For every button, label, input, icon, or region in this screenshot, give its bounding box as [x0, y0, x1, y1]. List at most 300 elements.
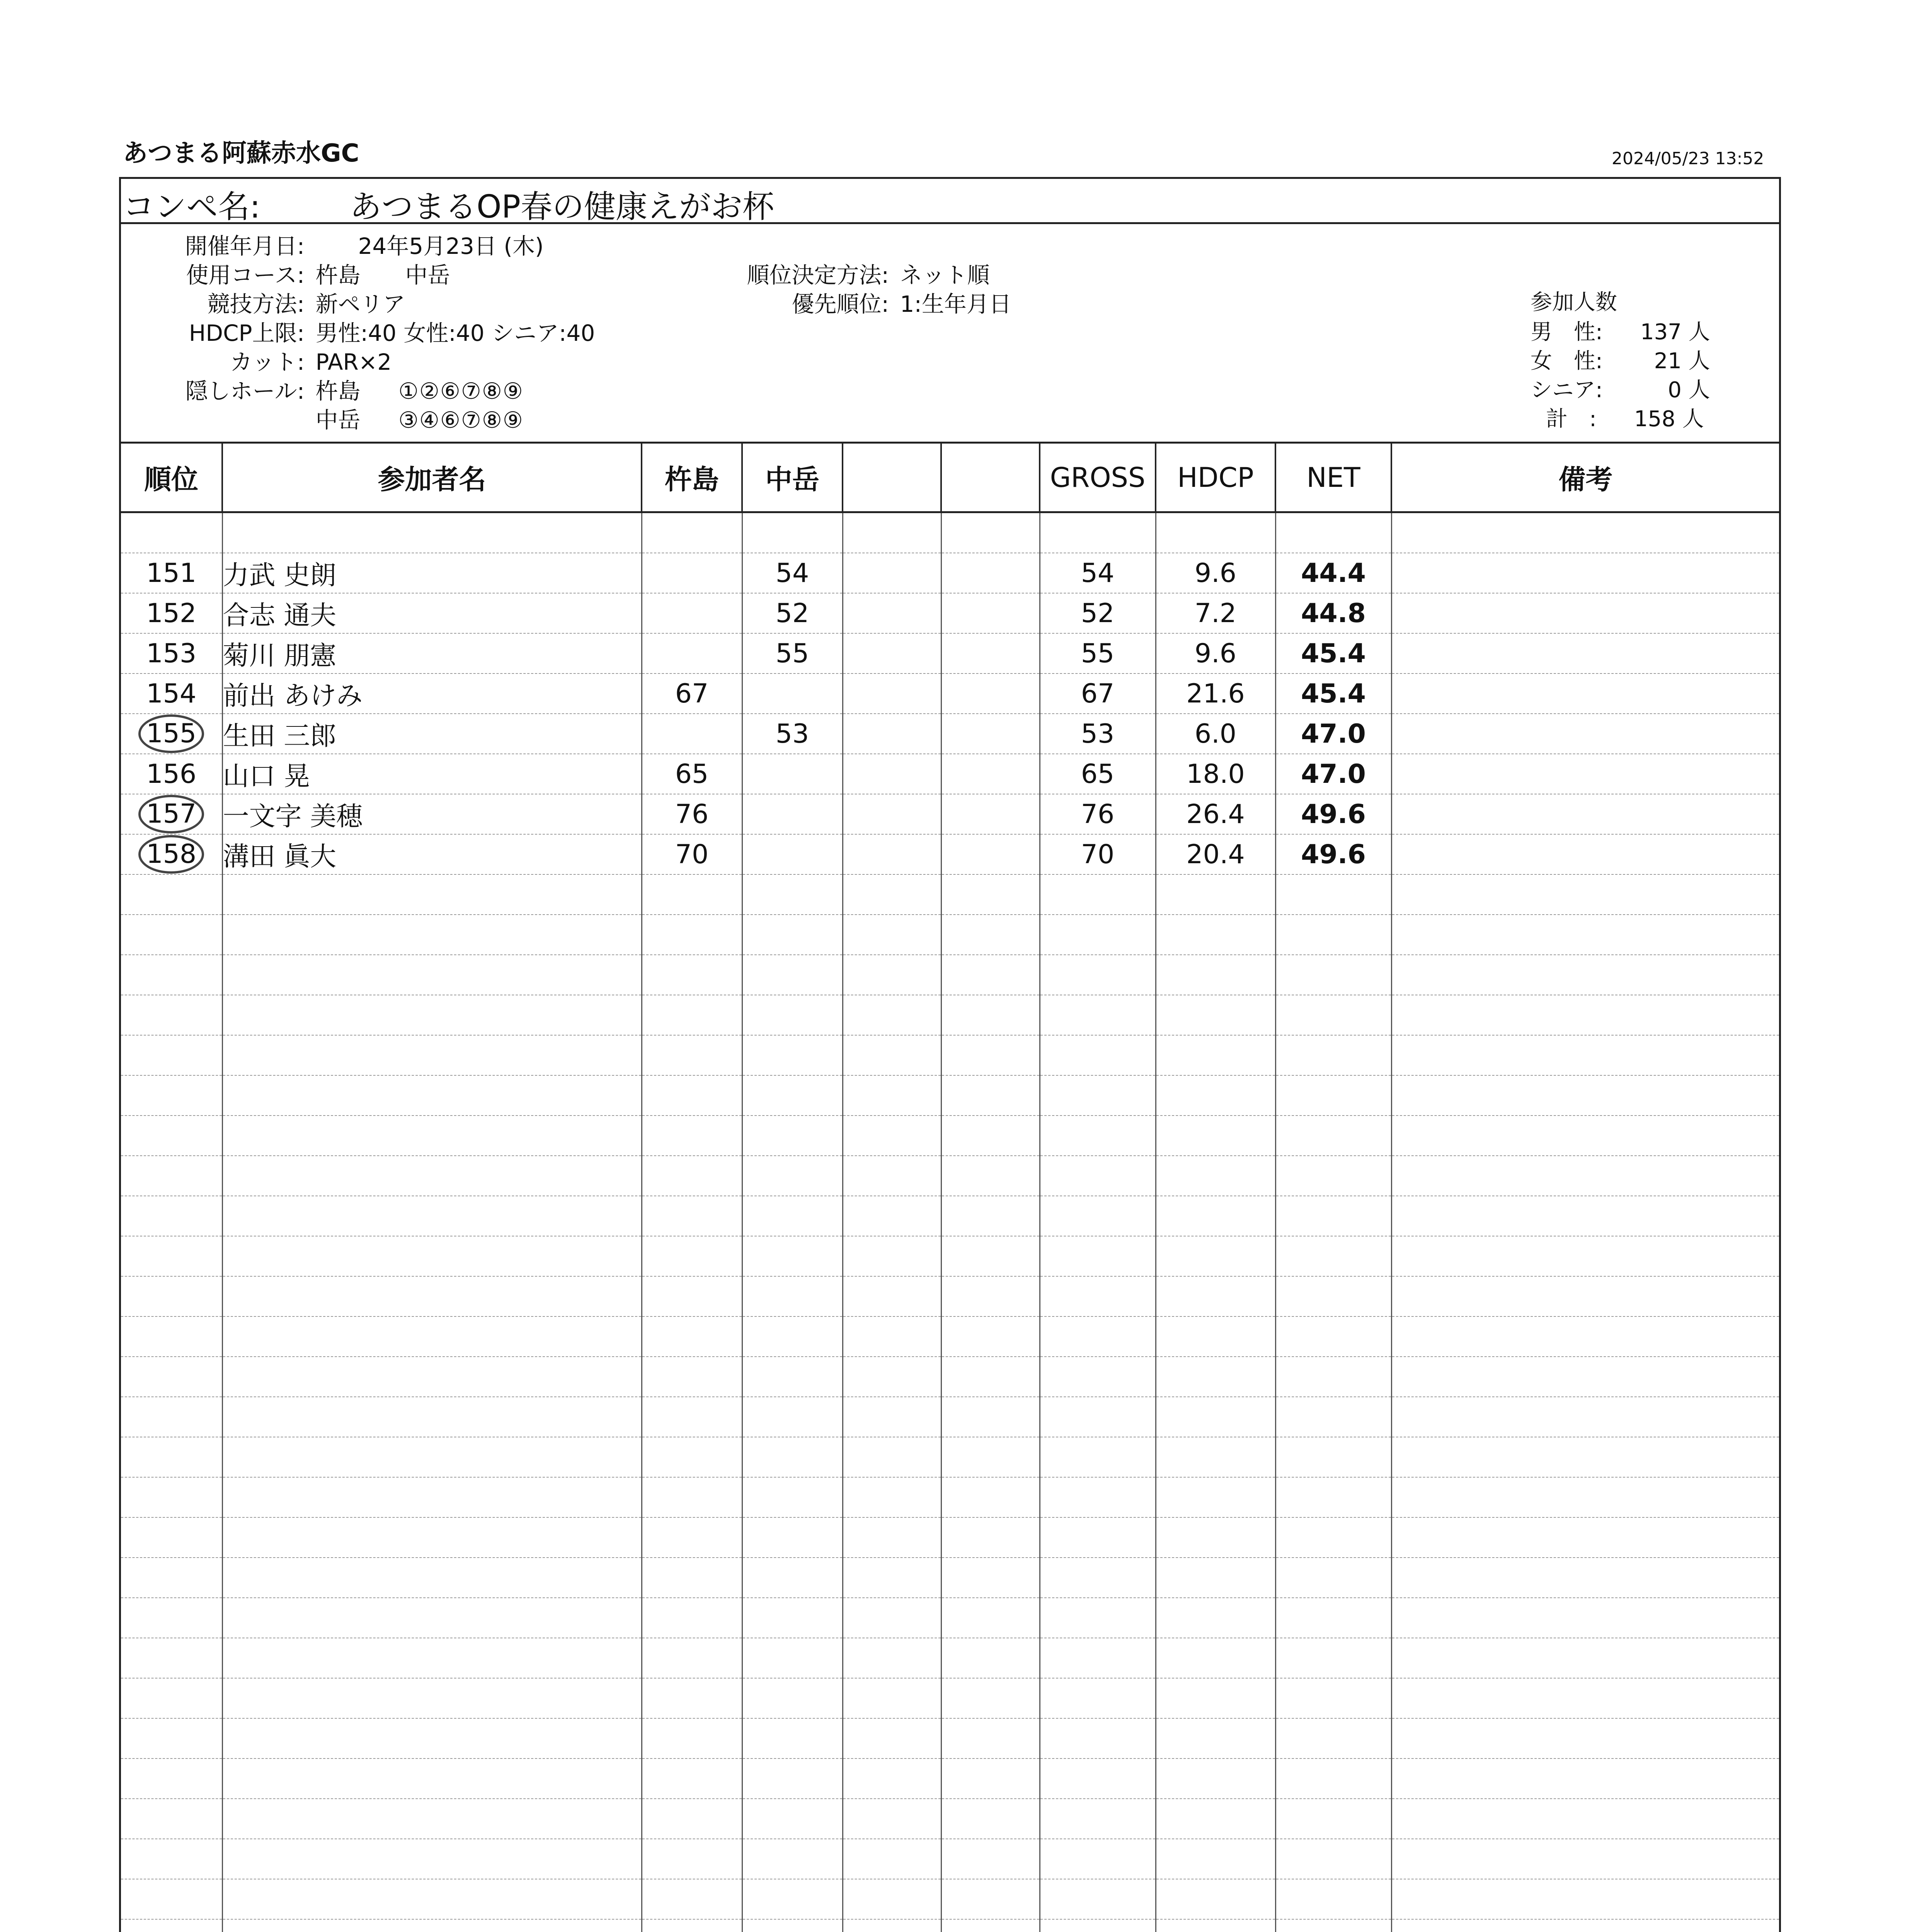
kishima-cell [642, 874, 742, 915]
kishima-cell [642, 553, 742, 593]
remarks-cell [1391, 633, 1779, 673]
name-cell [222, 1035, 642, 1075]
hidden-course1: 杵島 [315, 378, 361, 404]
rank-cell [121, 1718, 222, 1759]
name-cell [222, 1357, 642, 1397]
gross-cell: 70 [1040, 834, 1156, 874]
gross-cell [1040, 1517, 1156, 1558]
blank-cell [941, 1839, 1040, 1879]
nakadake-cell [742, 915, 843, 955]
remarks-cell [1391, 1116, 1779, 1156]
hdcp-limit-value: 男性:40 女性:40 シニア:40 [315, 320, 595, 346]
rank-cell [121, 1316, 222, 1357]
name-cell [222, 1196, 642, 1236]
hdcp-cell [1156, 1196, 1275, 1236]
remarks-cell [1391, 1156, 1779, 1196]
net-cell: 45.4 [1275, 633, 1391, 673]
blank-cell [843, 1156, 941, 1196]
name-cell: 菊川 朋憲 [222, 633, 642, 673]
blank-cell [843, 1437, 941, 1477]
kishima-cell [642, 1799, 742, 1839]
remarks-cell [1391, 1919, 1779, 1932]
blank-cell [941, 1035, 1040, 1075]
kishima-cell [642, 1357, 742, 1397]
net-cell [1275, 1357, 1391, 1397]
net-cell [1275, 874, 1391, 915]
competition-name: あつまるOP春の健康えがお杯 [350, 189, 774, 225]
kishima-cell [642, 1759, 742, 1799]
rank-cell [121, 1035, 222, 1075]
blank-cell [941, 633, 1040, 673]
table-row [121, 1075, 1779, 1116]
hdcp-cell [1156, 1035, 1275, 1075]
rank-cell [121, 834, 222, 874]
rank-cell [121, 955, 222, 995]
name-cell [222, 1276, 642, 1316]
kishima-cell [642, 1718, 742, 1759]
blank-cell [843, 593, 941, 633]
remarks-cell [1391, 1357, 1779, 1397]
blank-cell [843, 955, 941, 995]
remarks-cell [1391, 1075, 1779, 1116]
remarks-cell [1391, 754, 1779, 794]
header-net: NET [1275, 444, 1391, 512]
blank-cell [941, 1718, 1040, 1759]
header-blank-1 [843, 444, 941, 512]
net-cell [1275, 1196, 1391, 1236]
remarks-cell [1391, 553, 1779, 593]
priority-label: 優先順位: [792, 291, 889, 317]
net-cell [1275, 1397, 1391, 1437]
hdcp-cell [1156, 1598, 1275, 1638]
nakadake-cell [742, 1759, 843, 1799]
name-cell: 前出 あけみ [222, 673, 642, 714]
blank-cell [941, 593, 1040, 633]
name-cell [222, 1075, 642, 1116]
gross-cell: 52 [1040, 593, 1156, 633]
nakadake-cell: 52 [742, 593, 843, 633]
rank-cell [121, 1558, 222, 1598]
table-row [121, 1718, 1779, 1759]
net-cell [1275, 1839, 1391, 1879]
nakadake-cell [742, 1919, 843, 1932]
rank-cell [121, 1759, 222, 1799]
name-cell [222, 1116, 642, 1156]
net-cell [1275, 1276, 1391, 1316]
name-cell [222, 995, 642, 1035]
kishima-cell [642, 1919, 742, 1932]
rank-cell [121, 1156, 222, 1196]
blank-cell [941, 955, 1040, 995]
cut-label: カット: [230, 349, 305, 375]
hdcp-cell [1156, 1075, 1275, 1116]
table-row [121, 794, 1779, 834]
nakadake-cell [742, 1638, 843, 1678]
rank-cell [121, 995, 222, 1035]
nakadake-cell [742, 874, 843, 915]
kishima-cell [642, 1196, 742, 1236]
table-row [121, 1357, 1779, 1397]
table-row [121, 714, 1779, 754]
blank-cell [941, 1196, 1040, 1236]
hdcp-cell [1156, 1759, 1275, 1799]
senior-label: シニア: [1531, 378, 1603, 403]
gross-cell [1040, 1598, 1156, 1638]
table-row [121, 995, 1779, 1035]
hdcp-cell [1156, 1638, 1275, 1678]
rank-cell [121, 1276, 222, 1316]
remarks-cell [1391, 1638, 1779, 1678]
name-cell: 山口 晃 [222, 754, 642, 794]
blank-cell [941, 1558, 1040, 1598]
gross-cell [1040, 1397, 1156, 1437]
kishima-cell [642, 1276, 742, 1316]
table-row [121, 1879, 1779, 1919]
kishima-cell [642, 1236, 742, 1276]
rank-cell [121, 1437, 222, 1477]
blank-cell [843, 1598, 941, 1638]
table-row [121, 1799, 1779, 1839]
rank-cell [121, 1196, 222, 1236]
blank-cell [941, 1236, 1040, 1276]
kishima-cell [642, 593, 742, 633]
senior-value: 0 人 [1668, 378, 1710, 403]
net-cell: 47.0 [1275, 754, 1391, 794]
blank-cell [941, 794, 1040, 834]
gross-cell [1040, 1437, 1156, 1477]
rank-cell: 156 [121, 754, 222, 794]
remarks-cell [1391, 1035, 1779, 1075]
priority-row [719, 286, 1011, 318]
blank-cell [843, 915, 941, 955]
remarks-cell [1391, 1799, 1779, 1839]
hdcp-cell [1156, 1236, 1275, 1276]
name-cell [222, 1638, 642, 1678]
table-row [121, 1678, 1779, 1718]
remarks-cell [1391, 1678, 1779, 1718]
net-cell [1275, 1316, 1391, 1357]
rank-cell [121, 1477, 222, 1517]
male-label: 男 性: [1531, 320, 1603, 345]
blank-cell [843, 794, 941, 834]
kishima-cell [642, 1598, 742, 1638]
name-cell [222, 955, 642, 995]
blank-cell [941, 915, 1040, 955]
hdcp-cell [1156, 1799, 1275, 1839]
info-date-row [123, 228, 544, 260]
hidden-holes-label: 隠しホール: [185, 378, 305, 404]
gross-cell [1040, 1839, 1156, 1879]
remarks-cell [1391, 874, 1779, 915]
header-nakadake: 中岳 [742, 444, 843, 512]
circled-rank: 155 [138, 714, 204, 753]
info-course-row [123, 257, 450, 289]
name-cell: 一文字 美穂 [222, 794, 642, 834]
blank-cell [941, 1075, 1040, 1116]
printed-timestamp: 2024/05/23 13:52 [1612, 149, 1764, 168]
nakadake-cell: 55 [742, 633, 843, 673]
net-cell [1275, 1236, 1391, 1276]
remarks-cell [1391, 1517, 1779, 1558]
blank-cell [941, 754, 1040, 794]
blank-cell [843, 633, 941, 673]
table-row [121, 915, 1779, 955]
nakadake-cell [742, 1558, 843, 1598]
blank-cell [843, 754, 941, 794]
rank-cell [121, 1919, 222, 1932]
table-row [121, 1116, 1779, 1156]
kishima-cell [642, 1879, 742, 1919]
table-row [121, 1397, 1779, 1437]
kishima-cell [642, 1316, 742, 1357]
results-table [121, 444, 1779, 1932]
hidden-holes1: ①②⑥⑦⑧⑨ [398, 378, 524, 404]
nakadake-cell [742, 794, 843, 834]
rank-cell [121, 1638, 222, 1678]
kishima-cell [642, 1558, 742, 1598]
net-cell: 49.6 [1275, 834, 1391, 874]
course-value: 杵島 中岳 [315, 262, 450, 288]
hdcp-cell [1156, 1276, 1275, 1316]
hdcp-cell: 26.4 [1156, 794, 1275, 834]
gross-cell [1040, 915, 1156, 955]
nakadake-cell [742, 1316, 843, 1357]
blank-cell [843, 673, 941, 714]
blank-cell [941, 1678, 1040, 1718]
net-cell [1275, 955, 1391, 995]
blank-cell [843, 553, 941, 593]
table-spacer [121, 512, 1779, 553]
gross-cell [1040, 1035, 1156, 1075]
rank-cell [121, 1116, 222, 1156]
table-row [121, 1517, 1779, 1558]
remarks-cell [1391, 1879, 1779, 1919]
rank-method-value: ネット順 [900, 262, 990, 288]
header-blank-2 [941, 444, 1040, 512]
kishima-cell [642, 995, 742, 1035]
rank-cell: 152 [121, 593, 222, 633]
kishima-cell [642, 1437, 742, 1477]
hdcp-cell [1156, 1558, 1275, 1598]
hdcp-cell [1156, 915, 1275, 955]
gross-cell: 67 [1040, 673, 1156, 714]
remarks-cell [1391, 834, 1779, 874]
blank-cell [843, 1316, 941, 1357]
header-rank: 順位 [121, 444, 222, 512]
nakadake-cell [742, 1397, 843, 1437]
blank-cell [941, 1156, 1040, 1196]
net-cell [1275, 1799, 1391, 1839]
count-female [1531, 344, 1710, 375]
kishima-cell: 65 [642, 754, 742, 794]
net-cell [1275, 1598, 1391, 1638]
table-row [121, 593, 1779, 633]
kishima-cell: 76 [642, 794, 742, 834]
name-cell [222, 1236, 642, 1276]
name-cell: 生田 三郎 [222, 714, 642, 754]
name-cell [222, 1397, 642, 1437]
total-value: 158 人 [1634, 406, 1704, 432]
cut-value: PAR×2 [315, 349, 392, 375]
nakadake-cell [742, 1477, 843, 1517]
net-cell [1275, 1718, 1391, 1759]
blank-cell [941, 1638, 1040, 1678]
remarks-cell [1391, 1196, 1779, 1236]
nakadake-cell [742, 1718, 843, 1759]
hdcp-cell [1156, 1879, 1275, 1919]
participants-title: 参加人数 [1531, 290, 1617, 315]
table-row [121, 1598, 1779, 1638]
rank-cell [121, 874, 222, 915]
net-cell [1275, 1075, 1391, 1116]
table-row [121, 1477, 1779, 1517]
blank-cell [941, 673, 1040, 714]
nakadake-cell [742, 1437, 843, 1477]
net-cell: 47.0 [1275, 714, 1391, 754]
info-method-row [123, 286, 405, 318]
total-label: 計 : [1546, 406, 1597, 432]
blank-cell [941, 1397, 1040, 1437]
blank-cell [843, 1477, 941, 1517]
net-cell [1275, 1879, 1391, 1919]
blank-cell [843, 995, 941, 1035]
hdcp-cell: 20.4 [1156, 834, 1275, 874]
net-cell [1275, 1638, 1391, 1678]
remarks-cell [1391, 1759, 1779, 1799]
nakadake-cell [742, 834, 843, 874]
gross-cell [1040, 1919, 1156, 1932]
table-row [121, 754, 1779, 794]
table-row [121, 1437, 1779, 1477]
name-cell [222, 915, 642, 955]
blank-cell [843, 1075, 941, 1116]
header-name: 参加者名 [222, 444, 642, 512]
rank-cell: 154 [121, 673, 222, 714]
nakadake-cell [742, 1839, 843, 1879]
nakadake-cell [742, 1276, 843, 1316]
gross-cell: 54 [1040, 553, 1156, 593]
header-gross: GROSS [1040, 444, 1156, 512]
gross-cell [1040, 1316, 1156, 1357]
hdcp-cell [1156, 874, 1275, 915]
table-row [121, 553, 1779, 593]
blank-cell [843, 1759, 941, 1799]
table-row [121, 1156, 1779, 1196]
table-row [121, 1035, 1779, 1075]
kishima-cell [642, 714, 742, 754]
blank-cell [843, 834, 941, 874]
table-row [121, 673, 1779, 714]
net-cell [1275, 1477, 1391, 1517]
remarks-cell [1391, 1477, 1779, 1517]
table-row [121, 1316, 1779, 1357]
remarks-cell [1391, 794, 1779, 834]
name-cell [222, 1156, 642, 1196]
rank-cell [121, 1598, 222, 1638]
name-cell [222, 1919, 642, 1932]
blank-cell [941, 1598, 1040, 1638]
name-cell [222, 1718, 642, 1759]
remarks-cell [1391, 955, 1779, 995]
blank-cell [843, 1357, 941, 1397]
net-cell: 44.8 [1275, 593, 1391, 633]
hdcp-cell [1156, 1919, 1275, 1932]
female-label: 女 性: [1531, 349, 1603, 374]
name-cell [222, 874, 642, 915]
nakadake-cell [742, 1236, 843, 1276]
blank-cell [941, 1437, 1040, 1477]
kishima-cell [642, 1638, 742, 1678]
info-hidden-row1 [123, 373, 524, 405]
gross-cell [1040, 1638, 1156, 1678]
hdcp-cell [1156, 1116, 1275, 1156]
hdcp-cell: 21.6 [1156, 673, 1275, 714]
gross-cell [1040, 1759, 1156, 1799]
blank-cell [843, 1276, 941, 1316]
nakadake-cell [742, 1517, 843, 1558]
info-cut-row [123, 344, 392, 376]
table-row [121, 1839, 1779, 1879]
rank-method-label: 順位決定方法: [747, 262, 889, 288]
rank-cell [121, 1517, 222, 1558]
remarks-cell [1391, 714, 1779, 754]
nakadake-cell: 53 [742, 714, 843, 754]
blank-cell [843, 1397, 941, 1437]
blank-cell [843, 714, 941, 754]
nakadake-cell [742, 1156, 843, 1196]
name-cell [222, 1839, 642, 1879]
gross-cell [1040, 1879, 1156, 1919]
table-row [121, 1558, 1779, 1598]
kishima-cell [642, 955, 742, 995]
net-cell [1275, 915, 1391, 955]
blank-cell [941, 1116, 1040, 1156]
net-cell [1275, 1558, 1391, 1598]
nakadake-cell [742, 1196, 843, 1236]
count-senior [1531, 373, 1710, 404]
blank-cell [941, 714, 1040, 754]
name-cell [222, 1598, 642, 1638]
blank-cell [941, 995, 1040, 1035]
gross-cell: 53 [1040, 714, 1156, 754]
blank-cell [843, 1718, 941, 1759]
remarks-cell [1391, 673, 1779, 714]
hdcp-cell: 9.6 [1156, 633, 1275, 673]
blank-cell [843, 1678, 941, 1718]
blank-cell [941, 834, 1040, 874]
gross-cell [1040, 1116, 1156, 1156]
gross-cell [1040, 995, 1156, 1035]
hdcp-cell: 6.0 [1156, 714, 1275, 754]
nakadake-cell [742, 754, 843, 794]
date-label: 開催年月日: [185, 233, 305, 259]
blank-cell [941, 1879, 1040, 1919]
hdcp-cell [1156, 1517, 1275, 1558]
rank-cell [121, 1075, 222, 1116]
table-row [121, 1638, 1779, 1678]
blank-cell [941, 1919, 1040, 1932]
hdcp-cell [1156, 995, 1275, 1035]
count-total [1531, 402, 1704, 433]
nakadake-cell: 54 [742, 553, 843, 593]
remarks-cell [1391, 593, 1779, 633]
remarks-cell [1391, 1718, 1779, 1759]
hdcp-cell [1156, 1357, 1275, 1397]
rank-cell [121, 714, 222, 754]
hdcp-cell: 7.2 [1156, 593, 1275, 633]
nakadake-cell [742, 995, 843, 1035]
remarks-cell [1391, 915, 1779, 955]
